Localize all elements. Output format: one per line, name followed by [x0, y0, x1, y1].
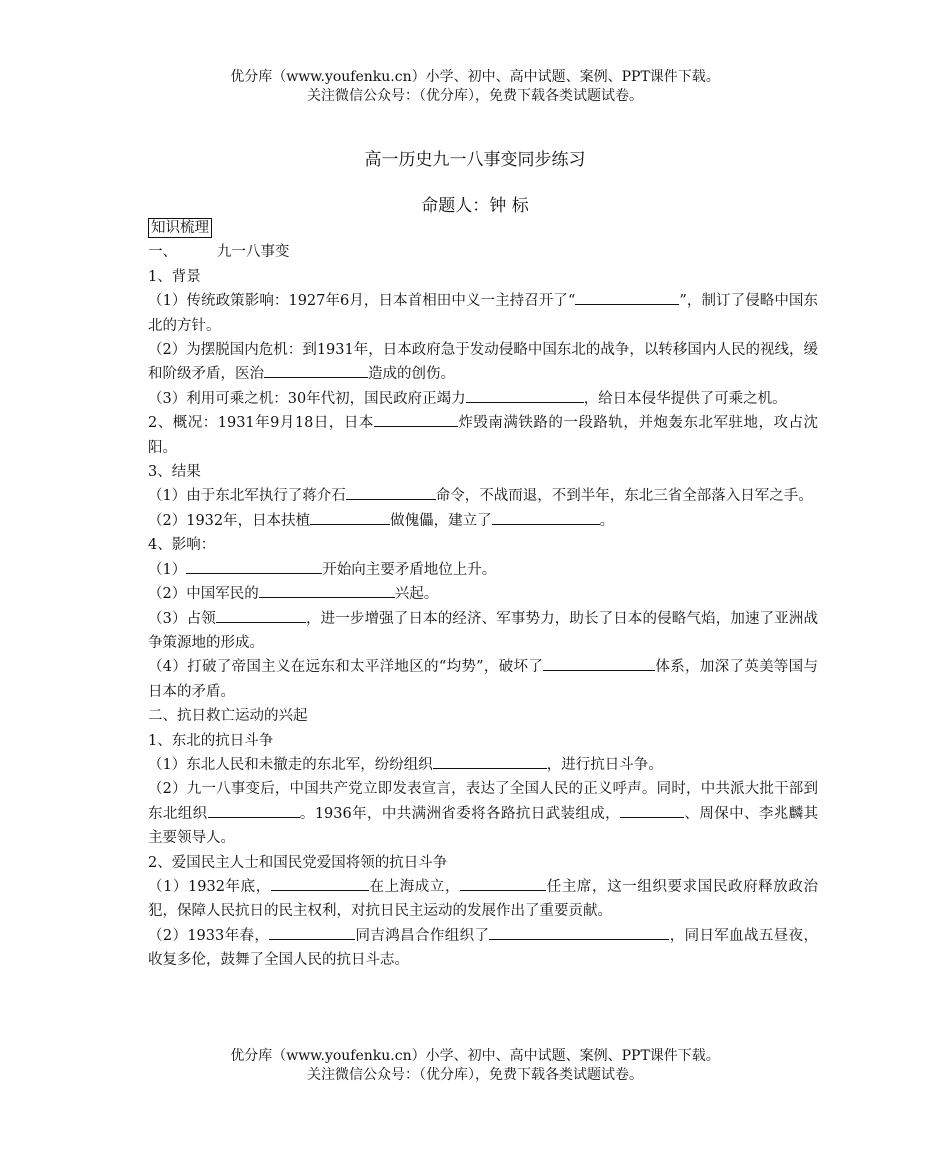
author-line: 命题人：钟 标 — [421, 196, 529, 216]
subheading-impact: 4、影响： — [148, 537, 216, 554]
question-item: （1）由于东北军执行了蒋介石 命令，不战而退，不到半年，东北三省全部落入日军之手。 — [148, 484, 818, 508]
document-title: 高一历史九一八事变同步练习 — [364, 150, 586, 170]
question-item: （4）打破了帝国主义在远东和太平洋地区的“均势”，破坏了 体系，加深了英美等国与日本的矛盾。 — [148, 655, 818, 704]
subheading-background: 1、背景 — [148, 268, 201, 285]
question-item: （2）为摆脱国内危机：到1931年，日本政府急于发动侵略中国东北的战争，以转移国内人民的视线，缓和阶级矛盾，医治 造成的创伤。 — [148, 342, 818, 383]
answer-blank[interactable] — [264, 362, 368, 378]
answer-blank[interactable] — [489, 924, 669, 940]
answer-blank[interactable] — [620, 802, 684, 818]
question-item: （2）1933年春， 同吉鸿昌合作组织了 ，同日军血战五昼夜，收复多伦，鼓舞了全国人民的抗日斗志。 — [148, 924, 818, 973]
question-item: （2）九一八事变后，中国共产党立即发表宣言，表达了全国人民的正义呼声。同时，中共派大批干部到东北组织 。1936年，中共满洲省委将各路抗日武装组成， 、周保中、李兆麟其主要领导人。 — [148, 781, 819, 847]
answer-blank[interactable] — [466, 387, 584, 403]
answer-blank[interactable] — [310, 509, 390, 525]
answer-blank[interactable] — [216, 607, 306, 623]
answer-blank[interactable] — [271, 875, 369, 891]
question-item: （3）占领 ，进一步增强了日本的经济、军事势力，助长了日本的侵略气焰，加速了亚洲战争策源地的形成。 — [148, 607, 818, 656]
answer-blank[interactable] — [433, 753, 547, 769]
subheading-result: 3、结果 — [148, 464, 201, 481]
question-item: 2、概况：1931年9月18日，日本 炸毁南满铁路的一段路轨，并炮轰东北军驻地，攻占沈阳。 — [148, 411, 818, 460]
question-item: （2）1932年，日本扶植 做傀儡，建立了 。 — [148, 509, 818, 533]
answer-blank[interactable] — [186, 558, 322, 574]
answer-blank[interactable] — [346, 484, 436, 500]
question-item: （1）东北人民和未撤走的东北军，纷纷组织 ，进行抗日斗争。 — [148, 753, 818, 777]
subheading-patriots: 2、爱国民主人士和国民党爱国将领的抗日斗争 — [148, 854, 448, 871]
question-item: （1）传统政策影响：1927年6月，日本首相田中义一主持召开了“ ”，制订了侵略中国东北的方针。 — [148, 289, 818, 338]
header-line-1: 优分库（www.youfenku.cn）小学、初中、高中试题、案例、PPT课件下载。 — [230, 69, 720, 85]
header-line-2: 关注微信公众号：（优分库），免费下载各类试题试卷。 — [307, 88, 643, 104]
answer-blank[interactable] — [543, 655, 655, 671]
answer-blank[interactable] — [269, 924, 355, 940]
section-box-label: 知识梳理 — [148, 218, 212, 238]
answer-blank[interactable] — [492, 509, 600, 525]
worksheet-body — [148, 216, 818, 973]
footer-line-1: 优分库（www.youfenku.cn）小学、初中、高中试题、案例、PPT课件下载。 — [230, 1048, 720, 1064]
answer-blank[interactable] — [208, 802, 300, 818]
page-footer — [0, 1047, 950, 1085]
question-item: （2）中国军民的 兴起。 — [148, 582, 818, 606]
answer-blank[interactable] — [460, 875, 546, 891]
answer-blank[interactable] — [374, 411, 458, 427]
footer-line-2: 关注微信公众号：（优分库），免费下载各类试题试卷。 — [307, 1067, 643, 1083]
question-item: （1）1932年底， 在上海成立， 任主席，这一组织要求国民政府释放政治犯，保障人民抗日的民主权利，对抗日民主运动的发展作出了重要贡献。 — [148, 875, 818, 924]
question-item: （1） 开始向主要矛盾地位上升。 — [148, 558, 818, 582]
answer-blank[interactable] — [575, 289, 679, 305]
answer-blank[interactable] — [259, 582, 395, 598]
subheading-northeast: 1、东北的抗日斗争 — [148, 732, 274, 749]
question-item: （3）利用可乘之机：30年代初，国民政府正竭力 ，给日本侵华提供了可乘之机。 — [148, 387, 818, 411]
section-heading-2: 二、抗日救亡运动的兴起 — [148, 708, 308, 725]
section-heading-1: 一、 九一八事变 — [148, 244, 290, 261]
page-header — [0, 68, 950, 106]
